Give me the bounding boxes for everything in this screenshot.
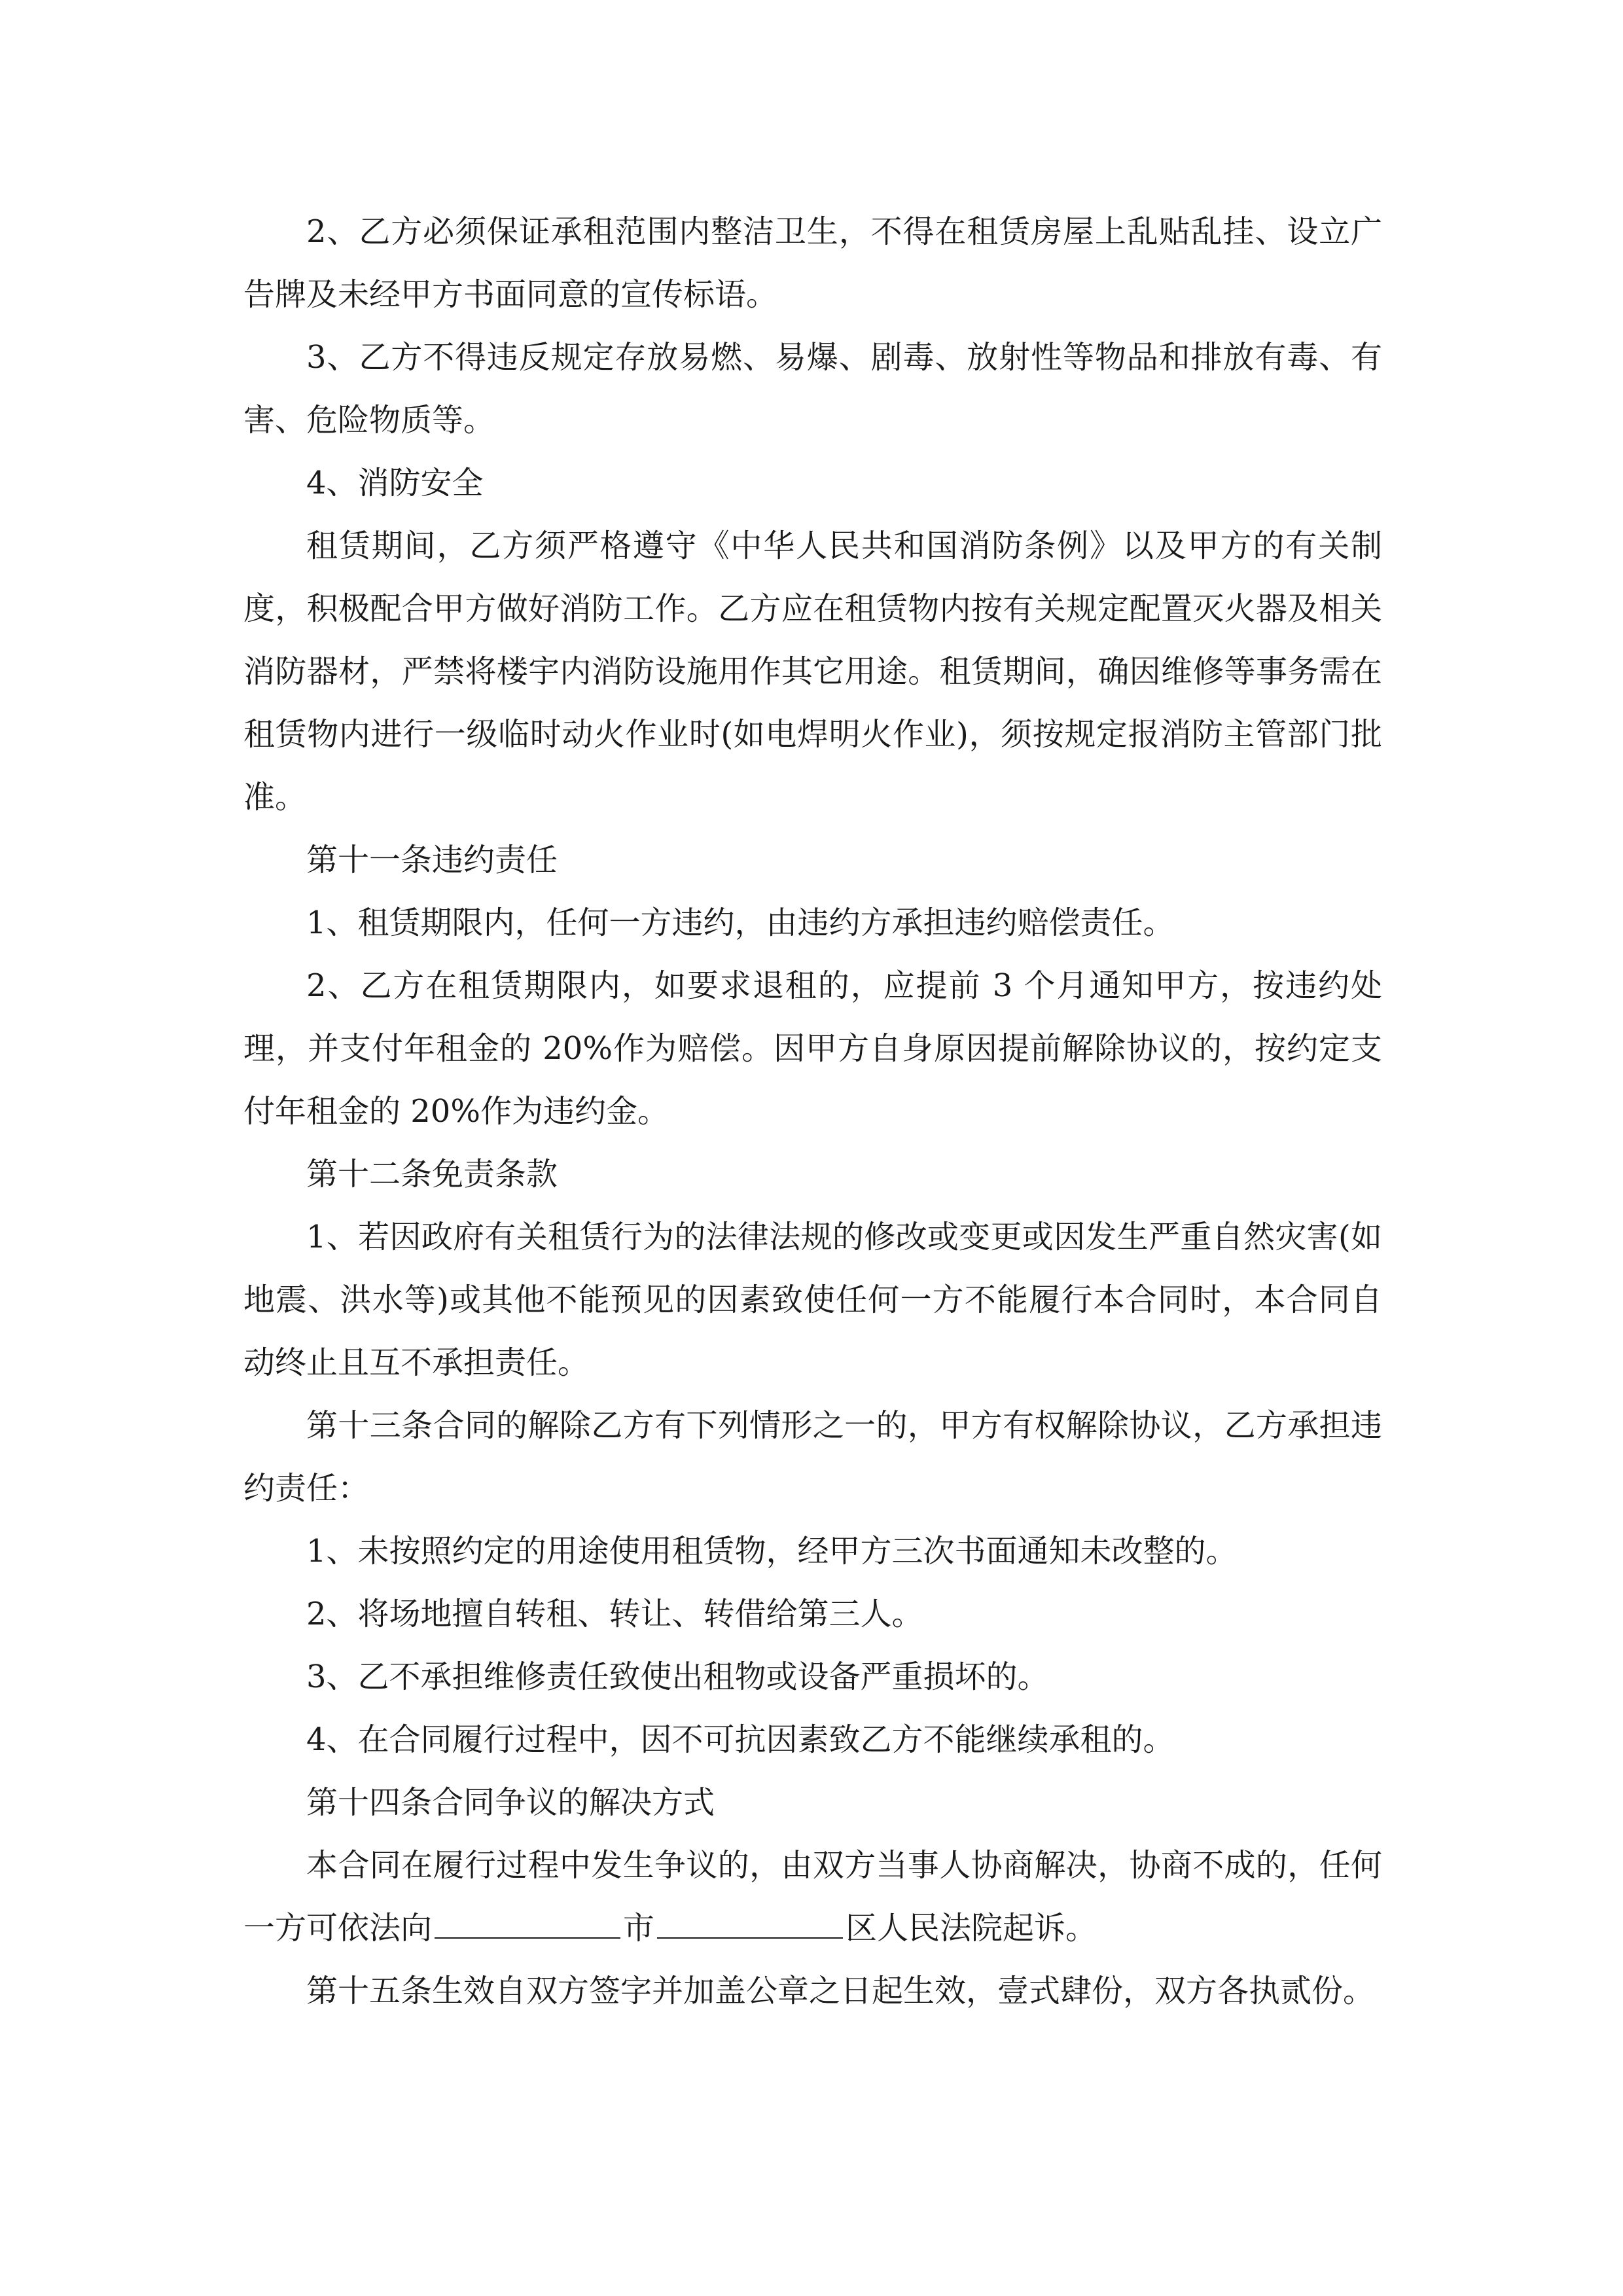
clause-paragraph: 4、消防安全 — [306, 465, 484, 501]
clause-paragraph: 1、未按照约定的用途使用租赁物，经甲方三次书面通知未改整的。 — [306, 1533, 1238, 1570]
clause-paragraph: 2、乙方在租赁期限内，如要求退租的，应提前 3 个月通知甲方，按违约处理，并支付年租金的 20%作为赔偿。因甲方自身原因提前解除协议的，按约定支付年租金的 20%作为违约金。 — [243, 967, 1382, 1130]
article-heading: 第十一条违约责任 — [306, 842, 558, 878]
dispute-paragraph — [243, 1834, 1382, 1960]
clause-paragraph: 租赁期间，乙方须严格遵守《中华人民共和国消防条例》以及甲方的有关制度，积极配合甲方做好消防工作。乙方应在租赁物内按有关规定配置灭火器及相关消防器材，严禁将楼宇内消防设施用作其它用途。租赁期间，确因维修等事务需在租赁物内进行一级临时动火作业时(如电焊明火作业)，须按规定报消防主管部门批准。 — [243, 528, 1382, 816]
dispute-text-part3: 区人民法院起诉。 — [846, 1910, 1097, 1946]
city-blank-field[interactable] — [435, 1911, 620, 1939]
district-blank-field[interactable] — [657, 1911, 843, 1939]
article-heading: 第十二条免责条款 — [306, 1156, 558, 1193]
article-heading: 第十三条合同的解除乙方有下列情形之一的，甲方有权解除协议，乙方承担违约责任： — [243, 1407, 1382, 1507]
clause-paragraph: 2、乙方必须保证承租范围内整洁卫生，不得在租赁房屋上乱贴乱挂、设立广告牌及未经甲方书面同意的宣传标语。 — [243, 213, 1382, 313]
clause-paragraph: 4、在合同履行过程中，因不可抗因素致乙方不能继续承租的。 — [306, 1721, 1175, 1758]
clause-paragraph: 3、乙方不得违反规定存放易燃、易爆、剧毒、放射性等物品和排放有毒、有害、危险物质等。 — [243, 339, 1382, 439]
clause-paragraph: 2、将场地擅自转租、转让、转借给第三人。 — [306, 1596, 923, 1632]
effective-clause: 第十五条生效自双方签字并加盖公章之日起生效，壹式肆份，双方各执贰份。 — [306, 1973, 1375, 2009]
clause-paragraph: 3、乙不承担维修责任致使出租物或设备严重损坏的。 — [306, 1659, 1049, 1695]
dispute-text-part1: 本合同在履行过程中发生争议的，由双方当事人协商解决，协商不成的，任何一方可依法向 — [243, 1847, 1382, 1946]
clause-paragraph: 1、若因政府有关租赁行为的法律法规的修改或变更或因发生严重自然灾害(如地震、洪水等)或其他不能预见的因素致使任何一方不能履行本合同时，本合同自动终止且互不承担责任。 — [243, 1219, 1382, 1381]
article-heading: 第十四条合同争议的解决方式 — [306, 1784, 715, 1821]
clause-paragraph: 1、租赁期限内，任何一方违约，由违约方承担违约赔偿责任。 — [306, 905, 1175, 941]
dispute-text-part2: 市 — [623, 1910, 655, 1946]
